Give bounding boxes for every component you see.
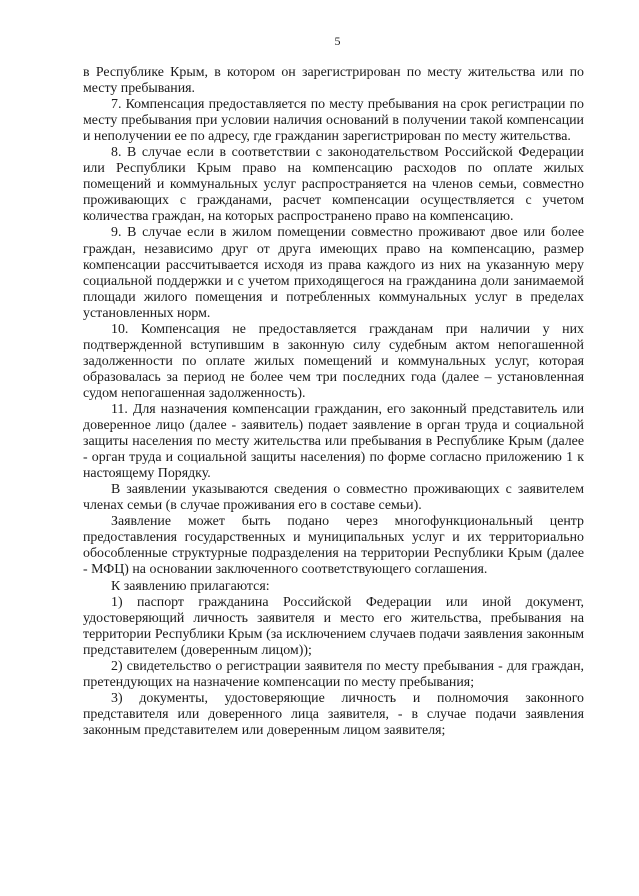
paragraph-item-10: 10. Компенсация не предоставляется гражданам при наличии у них подтвержденной вступившим в законную силу судебным актом непогашенной задолженности по оплате жилых помещений и коммунальных услуг, которая образовалась за период не более чем три последних года (далее – установленная судом непогашенная задолженность).	[83, 321, 584, 401]
list-item-passport: 1) паспорт гражданина Российской Федерации или иной документ, удостоверяющий личность заявителя и место его жительства, пребывания на территории Республики Крым (за исключением случаев подачи заявления законным представителем (доверенным лицом));	[83, 594, 584, 658]
list-item-representative-documents: 3) документы, удостоверяющие личность и полномочия законного представителя или доверенного лица заявителя, - в случае подачи заявления законным представителем или доверенным лицом заявителя;	[83, 690, 584, 738]
paragraph-continuation: в Республике Крым, в котором он зарегистрирован по месту жительства или по месту пребывания.	[83, 65, 584, 97]
paragraph-application-contents: В заявлении указываются сведения о совместно проживающих с заявителем членах семьи (в случае проживания его в составе семьи).	[83, 482, 584, 514]
paragraph-item-9: 9. В случае если в жилом помещении совместно проживают двое или более граждан, независимо друг от друга имеющих право на компенсацию, размер компенсации рассчитывается исходя из права каждого из них на указанную меру социальной поддержки и с учетом приходящегося на гражданина доли занимаемой площади жилого помещения и потребленных коммунальных услуг в пределах установленных норм.	[83, 225, 584, 321]
list-item-registration-certificate: 2) свидетельство о регистрации заявителя по месту пребывания - для граждан, претендующих на назначение компенсации по месту пребывания;	[83, 658, 584, 690]
paragraph-mfc-submission: Заявление может быть подано через многофункциональный центр предоставления государственных и муниципальных услуг и их территориально обособленные структурные подразделения на территории Республики Крым (далее - МФЦ) на основании заключенного соответствующего соглашения.	[83, 514, 584, 578]
document-body	[83, 65, 584, 739]
paragraph-item-8: 8. В случае если в соответствии с законодательством Российской Федерации или Республики Крым право на компенсацию расходов по оплате жилых помещений и коммунальных услуг распространяется на членов семьи, совместно проживающих с гражданами, расчет компенсации осуществляется с учетом количества граждан, на которых распространено право на компенсацию.	[83, 145, 584, 225]
paragraph-item-7: 7. Компенсация предоставляется по месту пребывания на срок регистрации по месту пребывания при условии наличия оснований в получении такой компенсации и неполучении ее по адресу, где гражданин зарегистрирован по месту жительства.	[83, 97, 584, 145]
page-number: 5	[334, 34, 341, 48]
paragraph-item-11: 11. Для назначения компенсации гражданин, его законный представитель или доверенное лицо (далее - заявитель) подает заявление в орган труда и социальной защиты населения по месту жительства или пребывания в Республике Крым (далее - орган труда и социальной защиты населения) по форме согласно приложению 1 к настоящему Порядку.	[83, 401, 584, 482]
paragraph-attachments-heading: К заявлению прилагаются:	[111, 578, 270, 594]
